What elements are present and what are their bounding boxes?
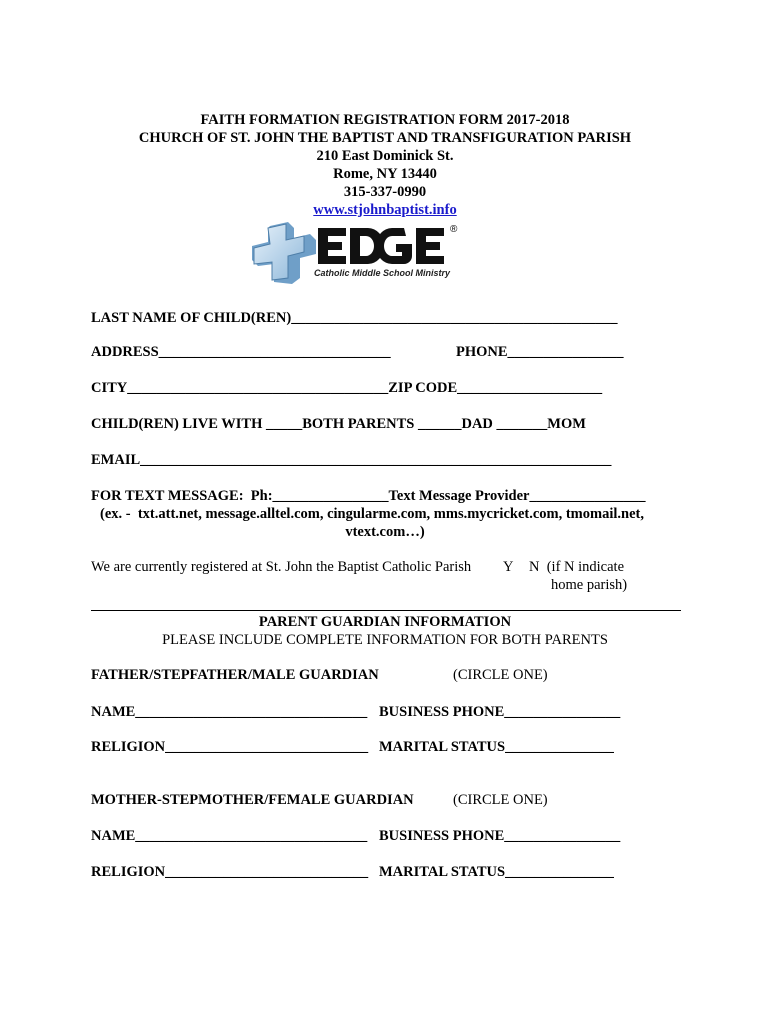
registered-no-option[interactable]: N (if N indicate bbox=[529, 559, 625, 575]
mother-business-phone-field[interactable]: BUSINESS PHONE________________ bbox=[379, 828, 621, 844]
registered-yes-option[interactable]: Y bbox=[503, 559, 514, 575]
phone-field[interactable]: PHONE________________ bbox=[456, 344, 624, 360]
text-message-field[interactable]: FOR TEXT MESSAGE: Ph:________________Text Message Provider________________ bbox=[91, 488, 646, 504]
mother-religion-field[interactable]: RELIGION____________________________ bbox=[91, 864, 369, 880]
address-field[interactable]: ADDRESS________________________________ bbox=[91, 344, 391, 360]
form-title: FAITH FORMATION REGISTRATION FORM 2017-2018 bbox=[200, 112, 570, 128]
father-religion-field[interactable]: RELIGION____________________________ bbox=[91, 739, 369, 755]
registered-question: We are currently registered at St. John the Baptist Catholic Parish bbox=[91, 559, 472, 575]
father-marital-status-field[interactable]: MARITAL STATUS_______________ bbox=[379, 739, 614, 755]
parish-city: Rome, NY 13440 bbox=[333, 166, 437, 182]
parish-website-row bbox=[0, 202, 770, 220]
parish-phone: 315-337-0990 bbox=[343, 184, 427, 200]
mother-circle-one: (CIRCLE ONE) bbox=[453, 792, 548, 808]
mother-label: MOTHER-STEPMOTHER/FEMALE GUARDIAN bbox=[91, 792, 414, 808]
logo-registered: ® bbox=[450, 224, 458, 235]
parent-section-subheading: PLEASE INCLUDE COMPLETE INFORMATION FOR BOTH PARENTS bbox=[162, 632, 608, 648]
text-provider-examples-cont: vtext.com…) bbox=[345, 524, 425, 540]
parish-street: 210 East Dominick St. bbox=[316, 148, 454, 164]
lives-with-field[interactable]: CHILD(REN) LIVE WITH _____BOTH PARENTS ______DAD _______MOM bbox=[91, 416, 586, 432]
father-circle-one: (CIRCLE ONE) bbox=[453, 667, 548, 683]
text-provider-examples: (ex. - txt.att.net, message.alltel.com, cingularme.com, mms.mycricket.com, tmomail.net, bbox=[100, 506, 644, 522]
parent-section-heading: PARENT GUARDIAN INFORMATION bbox=[258, 614, 512, 630]
father-label: FATHER/STEPFATHER/MALE GUARDIAN bbox=[91, 667, 379, 683]
email-field[interactable]: EMAIL_________________________________________________________________ bbox=[91, 452, 612, 468]
mother-name-field[interactable]: NAME________________________________ bbox=[91, 828, 368, 844]
mother-marital-status-field[interactable]: MARITAL STATUS_______________ bbox=[379, 864, 614, 880]
section-divider bbox=[91, 610, 681, 611]
parish-name: CHURCH OF ST. JOHN THE BAPTIST AND TRANSFIGURATION PARISH bbox=[138, 130, 632, 146]
logo-tagline: Catholic Middle School Ministry bbox=[314, 268, 451, 278]
father-business-phone-field[interactable]: BUSINESS PHONE________________ bbox=[379, 704, 621, 720]
edge-logo bbox=[244, 220, 464, 284]
city-zip-field[interactable]: CITY____________________________________ZIP CODE____________________ bbox=[91, 380, 603, 396]
last-name-field[interactable]: LAST NAME OF CHILD(REN)_____________________________________________ bbox=[91, 310, 618, 326]
father-name-field[interactable]: NAME________________________________ bbox=[91, 704, 368, 720]
home-parish-note: home parish) bbox=[551, 577, 628, 593]
parish-website-link[interactable]: www.stjohnbaptist.info bbox=[313, 202, 457, 218]
